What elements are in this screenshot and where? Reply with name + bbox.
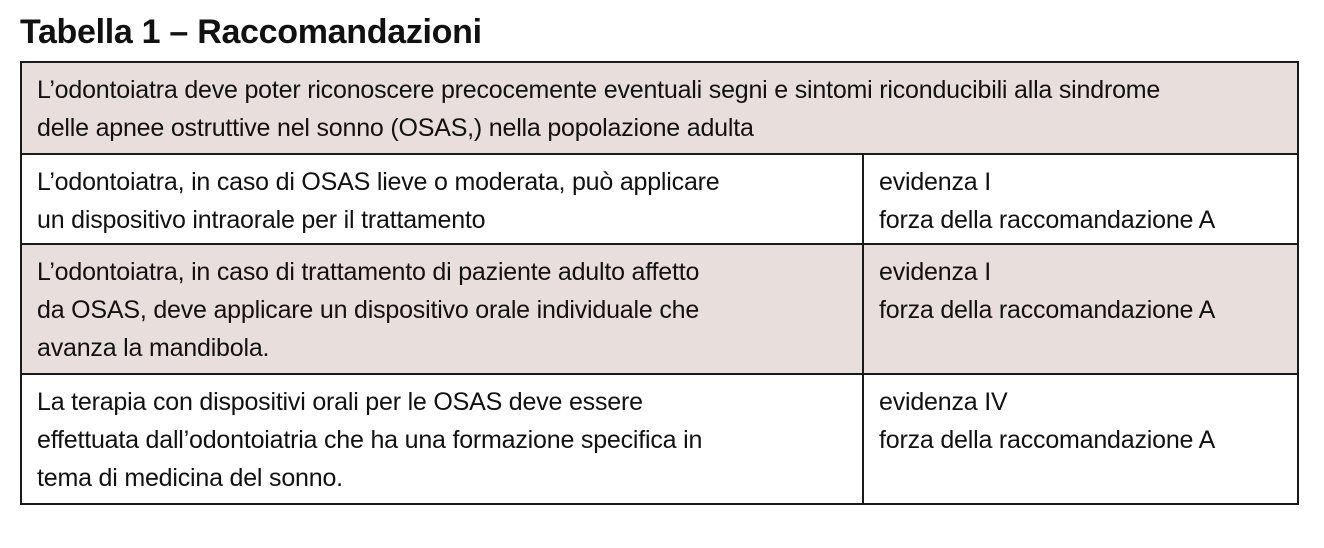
- evidence-level: evidenza I: [879, 258, 991, 286]
- table-row: [21, 244, 1298, 374]
- table-header-row: [21, 62, 1298, 154]
- header-line: L’odontoiatra deve poter riconoscere precocemente eventuali segni e sintomi riconducibili alla sindrome: [37, 76, 1161, 104]
- recommendation-line: L’odontoiatra, in caso di OSAS lieve o moderata, può applicare: [37, 168, 720, 196]
- evidence-cell: [863, 374, 1298, 504]
- recommendation-line: tema di medicina del sonno.: [37, 464, 343, 492]
- recommendation-line: un dispositivo intraorale per il trattamento: [37, 206, 486, 234]
- table-title: Tabella 1 – Raccomandazioni: [20, 13, 482, 51]
- recommendations-table: [20, 61, 1299, 505]
- evidence-cell: [863, 154, 1298, 244]
- recommendation-line: La terapia con dispositivi orali per le OSAS deve essere: [37, 388, 643, 416]
- recommendation-line: L’odontoiatra, in caso di trattamento di paziente adulto affetto: [37, 258, 700, 286]
- table-row: [21, 374, 1298, 504]
- table-row: [21, 154, 1298, 244]
- recommendation-strength: forza della raccomandazione A: [879, 296, 1216, 324]
- evidence-cell: [863, 244, 1298, 374]
- recommendation-cell: [21, 154, 863, 244]
- recommendation-cell: [21, 374, 863, 504]
- evidence-level: evidenza IV: [879, 388, 1008, 416]
- evidence-level: evidenza I: [879, 168, 991, 196]
- recommendation-line: da OSAS, deve applicare un dispositivo orale individuale che: [37, 296, 700, 324]
- header-cell: [21, 62, 1298, 154]
- recommendation-line: effettuata dall’odontoiatria che ha una formazione specifica in: [37, 426, 703, 454]
- recommendation-strength: forza della raccomandazione A: [879, 206, 1216, 234]
- recommendation-cell: [21, 244, 863, 374]
- header-line: delle apnee ostruttive nel sonno (OSAS,) nella popolazione adulta: [37, 114, 754, 142]
- recommendation-strength: forza della raccomandazione A: [879, 426, 1216, 454]
- recommendation-line: avanza la mandibola.: [37, 334, 270, 362]
